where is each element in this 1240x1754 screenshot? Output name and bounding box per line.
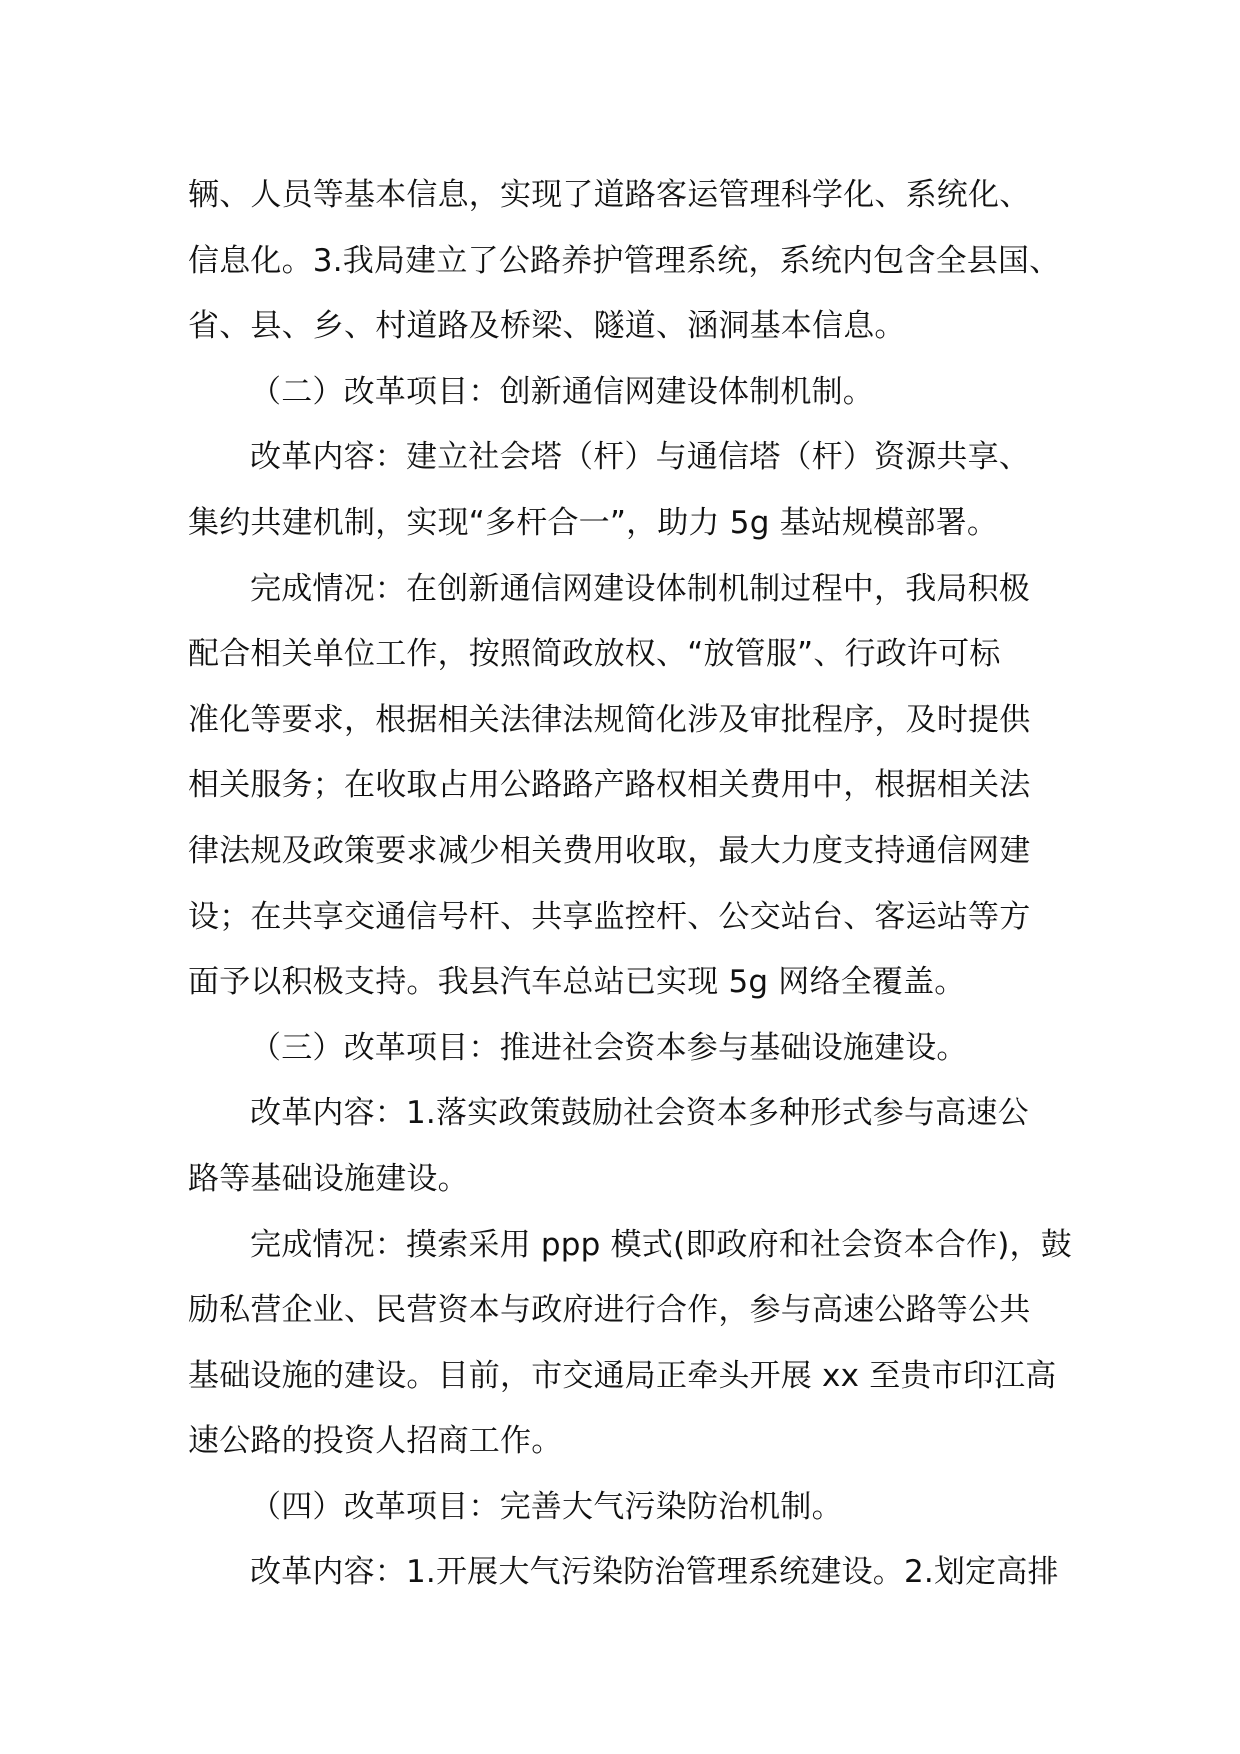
section-heading-4: （四）改革项目：完善大气污染防治机制。 — [250, 1488, 843, 1525]
text-line: 辆、人员等基本信息，实现了道路客运管理科学化、系统化、 — [188, 177, 1031, 213]
body-text — [188, 163, 1072, 1606]
text-line: 改革内容：1.开展大气污染防治管理系统建设。2.划定高排 — [250, 1554, 1059, 1591]
text-line: 速公路的投资人招商工作。 — [188, 1423, 563, 1460]
text-line: 律法规及政策要求减少相关费用收取，最大力度支持通信网建 — [188, 832, 1031, 869]
text-line: 改革内容：1.落实政策鼓励社会资本多种形式参与高速公 — [250, 1095, 1029, 1132]
text-line: 基础设施的建设。目前，市交通局正牵头开展 xx 至贵市印江高 — [188, 1357, 1057, 1394]
text-line: 准化等要求，根据相关法律法规简化涉及审批程序，及时提供 — [188, 701, 1031, 738]
section-heading-2: （二）改革项目：创新通信网建设体制机制。 — [250, 373, 874, 410]
text-line: 集约共建机制，实现“多杆合一”，助力 5g 基站规模部署。 — [188, 504, 999, 541]
text-line: 路等基础设施建设。 — [188, 1160, 469, 1197]
text-line: 面予以积极支持。我县汽车总站已实现 5g 网络全覆盖。 — [188, 964, 966, 1001]
text-line: 配合相关单位工作，按照简政放权、“放管服”、行政许可标 — [188, 636, 1001, 673]
text-line: 信息化。3.我局建立了公路养护管理系统，系统内包含全县国、 — [188, 242, 1061, 279]
text-line: 设；在共享交通信号杆、共享监控杆、公交站台、客运站等方 — [188, 898, 1031, 935]
section-heading-3: （三）改革项目：推进社会资本参与基础设施建设。 — [250, 1029, 968, 1066]
text-line: 完成情况：在创新通信网建设体制机制过程中，我局积极 — [250, 570, 1030, 607]
text-line: 相关服务；在收取占用公路路产路权相关费用中，根据相关法 — [188, 767, 1031, 804]
text-line: 改革内容：建立社会塔（杆）与通信塔（杆）资源共享、 — [250, 439, 1030, 476]
text-line: 励私营企业、民营资本与政府进行合作，参与高速公路等公共 — [188, 1292, 1031, 1329]
text-line: 完成情况：摸索采用 ppp 模式(即政府和社会资本合作)，鼓 — [250, 1226, 1072, 1263]
text-line: 省、县、乡、村道路及桥梁、隧道、涵洞基本信息。 — [188, 308, 906, 345]
